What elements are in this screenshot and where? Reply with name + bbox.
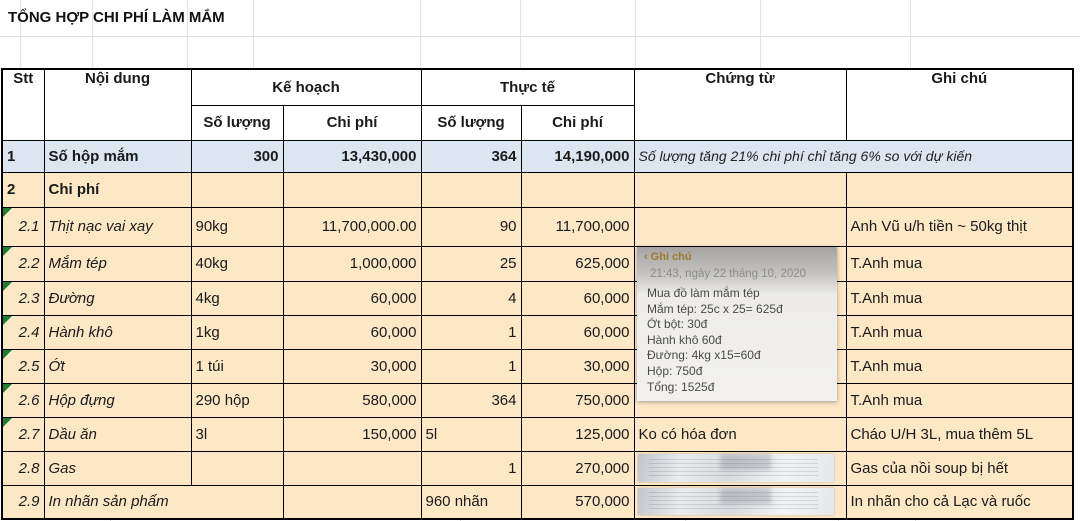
cell-noi-dung-2.2[interactable]: Mắm tép [44,246,191,281]
cell-tt-chi-phi-2.9[interactable]: 570,000 [521,485,634,519]
cell-ghi-chu-2.9[interactable]: In nhãn cho cả Lạc và ruốc [846,485,1073,519]
cell-kh-chi-phi-2.4[interactable]: 60,000 [283,315,421,349]
cell-stt-2.7[interactable]: 2.7 [2,417,44,451]
cell-noi-dung-2.5[interactable]: Ớt [44,349,191,383]
note-indicator-triangle-icon [3,247,12,256]
cell-kh-chi-phi-2.7[interactable]: 150,000 [283,417,421,451]
header-chung-tu[interactable]: Chứng từ [634,69,846,140]
cell-tt-so-luong-2[interactable] [421,172,521,207]
receipt-photo[interactable] [638,488,834,516]
cell-stt-2[interactable]: 2 [2,172,44,207]
header-kh-chi-phi[interactable]: Chi phí [283,105,421,140]
header-tt-so-luong[interactable]: Số lượng [421,105,521,140]
cell-ghi-chu-2.3[interactable]: T.Anh mua [846,281,1073,315]
cell-stt-2.6[interactable]: 2.6 [2,383,44,417]
note-indicator-triangle-icon [3,316,12,325]
table-row-2 [2,172,1073,207]
cell-noi-dung-2.7[interactable]: Dầu ăn [44,417,191,451]
cell-kh-so-luong-2.7[interactable]: 3l [191,417,283,451]
cell-kh-chi-phi-2.2[interactable]: 1,000,000 [283,246,421,281]
note-indicator-triangle-icon [3,350,12,359]
cell-kh-chi-phi-2.3[interactable]: 60,000 [283,281,421,315]
table-row-2.9 [2,485,1073,519]
cell-kh-chi-phi-2.8[interactable] [283,451,421,485]
note-body [637,280,837,395]
header-ke-hoach[interactable]: Kế hoạch [191,69,421,105]
cell-tt-chi-phi-2.8[interactable]: 270,000 [521,451,634,485]
cell-kh-chi-phi-2.9[interactable] [283,485,421,519]
cell-tt-chi-phi-2.5[interactable]: 30,000 [521,349,634,383]
header-kh-so-luong[interactable]: Số lượng [191,105,283,140]
table-row-2.6 [2,383,1073,417]
cell-kh-so-luong-2.6[interactable]: 290 hộp [191,383,283,417]
cell-stt-2.4[interactable]: 2.4 [2,315,44,349]
table-row-2.5 [2,349,1073,383]
note-indicator-triangle-icon [3,282,12,291]
table-row-2.2 [2,246,1073,281]
cell-ghi-chu-2.5[interactable]: T.Anh mua [846,349,1073,383]
header-ghi-chu[interactable]: Ghi chú [846,69,1073,140]
cell-chung-tu-2.9[interactable] [634,485,846,519]
note-line: Ớt bột: 30đ [647,317,708,332]
note-line: Hộp: 750đ [647,363,703,378]
cell-kh-chi-phi-1[interactable]: 13,430,000 [283,140,421,172]
cell-kh-so-luong-2.5[interactable]: 1 túi [191,349,283,383]
cell-noi-dung-2.6[interactable]: Hộp đựng [44,383,191,417]
header-stt[interactable]: Stt [2,69,44,140]
note-line: Mua đồ làm mắm tép [647,286,760,300]
note-line: Đường: 4kg x15=60đ [647,348,761,363]
cell-tt-chi-phi-2.1[interactable]: 11,700,000 [521,207,634,246]
cell-stt-2.5[interactable]: 2.5 [2,349,44,383]
note-line: Hành khô 60đ [647,332,722,347]
back-chevron-icon: ‹ [644,251,648,263]
cell-tt-so-luong-2.7[interactable]: 5l [421,417,521,451]
cell-tt-so-luong-2.8[interactable]: 1 [421,451,521,485]
cell-tt-chi-phi-2.4[interactable]: 60,000 [521,315,634,349]
sheet-gridline [420,0,421,68]
cell-kh-chi-phi-2.6[interactable]: 580,000 [283,383,421,417]
cell-tt-chi-phi-1[interactable]: 14,190,000 [521,140,634,172]
cell-stt-2.2[interactable]: 2.2 [2,246,44,281]
cell-stt-1[interactable]: 1 [2,140,44,172]
cell-noi-dung-2.9[interactable]: In nhãn sản phẩm [44,485,283,519]
cell-kh-so-luong-2[interactable] [191,172,283,207]
cell-chung-tu-2[interactable] [634,172,846,207]
receipt-photo[interactable] [638,454,834,482]
cell-tt-so-luong-2.5[interactable]: 1 [421,349,521,383]
cell-kh-so-luong-2.3[interactable]: 4kg [191,281,283,315]
cell-chung-tu-2.7[interactable]: Ko có hóa đơn [634,417,846,451]
sheet-title[interactable]: TỔNG HỢP CHI PHÍ LÀM MẮM [8,9,225,26]
cell-tt-so-luong-2.6[interactable]: 364 [421,383,521,417]
cell-tt-chi-phi-2[interactable] [521,172,634,207]
cell-ghi-chu-span-1[interactable]: Số lượng tăng 21% chi phí chỉ tăng 6% so với dự kiến [634,140,1073,172]
cell-noi-dung-2.3[interactable]: Đường [44,281,191,315]
cell-ghi-chu-2.6[interactable]: T.Anh mua [846,383,1073,417]
table-row-2.1 [2,207,1073,246]
table-row-1 [2,140,1073,172]
cell-tt-chi-phi-2.6[interactable]: 750,000 [521,383,634,417]
note-line: Mắm tép: 25c x 25= 625đ [647,301,783,316]
cell-tt-so-luong-2.1[interactable]: 90 [421,207,521,246]
cell-kh-so-luong-1[interactable]: 300 [191,140,283,172]
note-indicator-triangle-icon [3,384,12,393]
table-row-2.4 [2,315,1073,349]
sheet-gridline [760,0,761,68]
cell-ghi-chu-2.4[interactable]: T.Anh mua [846,315,1073,349]
cell-tt-so-luong-1[interactable]: 364 [421,140,521,172]
sheet-gridline [0,36,1080,37]
cell-ghi-chu-2.2[interactable]: T.Anh mua [846,246,1073,281]
cell-kh-chi-phi-2[interactable] [283,172,421,207]
cell-noi-dung-2.8[interactable]: Gas [44,451,191,485]
cell-kh-so-luong-2.2[interactable]: 40kg [191,246,283,281]
cell-tt-so-luong-2.3[interactable]: 4 [421,281,521,315]
cell-ghi-chu-2[interactable] [846,172,1073,207]
cell-ghi-chu-2.7[interactable]: Cháo U/H 3L, mua thêm 5L [846,417,1073,451]
note-image-header [637,247,837,263]
sheet-gridline [910,0,911,68]
cell-kh-so-luong-2.1[interactable]: 90kg [191,207,283,246]
cell-tt-so-luong-2.2[interactable]: 25 [421,246,521,281]
cell-ghi-chu-2.1[interactable]: Anh Vũ u/h tiền ~ 50kg thịt [846,207,1073,246]
note-header-label: Ghi chú [650,251,692,263]
header-noi-dung[interactable]: Nội dung [44,69,191,140]
note-indicator-triangle-icon [3,208,12,217]
cost-summary-table [1,68,1074,520]
note-line: Tổng: 1525đ [647,379,715,394]
cell-kh-chi-phi-2.5[interactable]: 30,000 [283,349,421,383]
cell-chung-tu-2.1[interactable] [634,207,846,246]
cell-noi-dung-2[interactable]: Chi phí [44,172,191,207]
cell-stt-2.3[interactable]: 2.3 [2,281,44,315]
cell-kh-so-luong-2.4[interactable]: 1kg [191,315,283,349]
cell-tt-chi-phi-2.3[interactable]: 60,000 [521,281,634,315]
cell-noi-dung-1[interactable]: Số hộp mắm [44,140,191,172]
sheet-gridline [520,0,521,68]
cell-tt-chi-phi-2.7[interactable]: 125,000 [521,417,634,451]
cell-tt-so-luong-2.9[interactable]: 960 nhãn [421,485,521,519]
table-row-2.8 [2,451,1073,485]
cell-noi-dung-2.1[interactable]: Thịt nạc vai xay [44,207,191,246]
cell-tt-chi-phi-2.2[interactable]: 625,000 [521,246,634,281]
header-tt-chi-phi[interactable]: Chi phí [521,105,634,140]
sheet-gridline [253,0,254,68]
note-indicator-triangle-icon [3,418,12,427]
note-attachment-image[interactable] [637,247,837,401]
cell-stt-2.1[interactable]: 2.1 [2,207,44,246]
cell-kh-chi-phi-2.1[interactable]: 11,700,000.00 [283,207,421,246]
header-thuc-te[interactable]: Thực tế [421,69,634,105]
table-row-2.3 [2,281,1073,315]
cell-stt-2.9[interactable]: 2.9 [2,485,44,519]
sheet-gridline [635,0,636,68]
table-row-2.7 [2,417,1073,451]
header-row-1 [2,69,1073,105]
cell-stt-2.8[interactable]: 2.8 [2,451,44,485]
cell-ghi-chu-2.8[interactable]: Gas của nồi soup bị hết [846,451,1073,485]
cell-chung-tu-2.8[interactable] [634,451,846,485]
cell-noi-dung-2.4[interactable]: Hành khô [44,315,191,349]
note-timestamp: 21:43, ngày 22 tháng 10, 2020 [650,268,807,280]
cell-kh-so-luong-2.8[interactable] [191,451,283,485]
cell-tt-so-luong-2.4[interactable]: 1 [421,315,521,349]
